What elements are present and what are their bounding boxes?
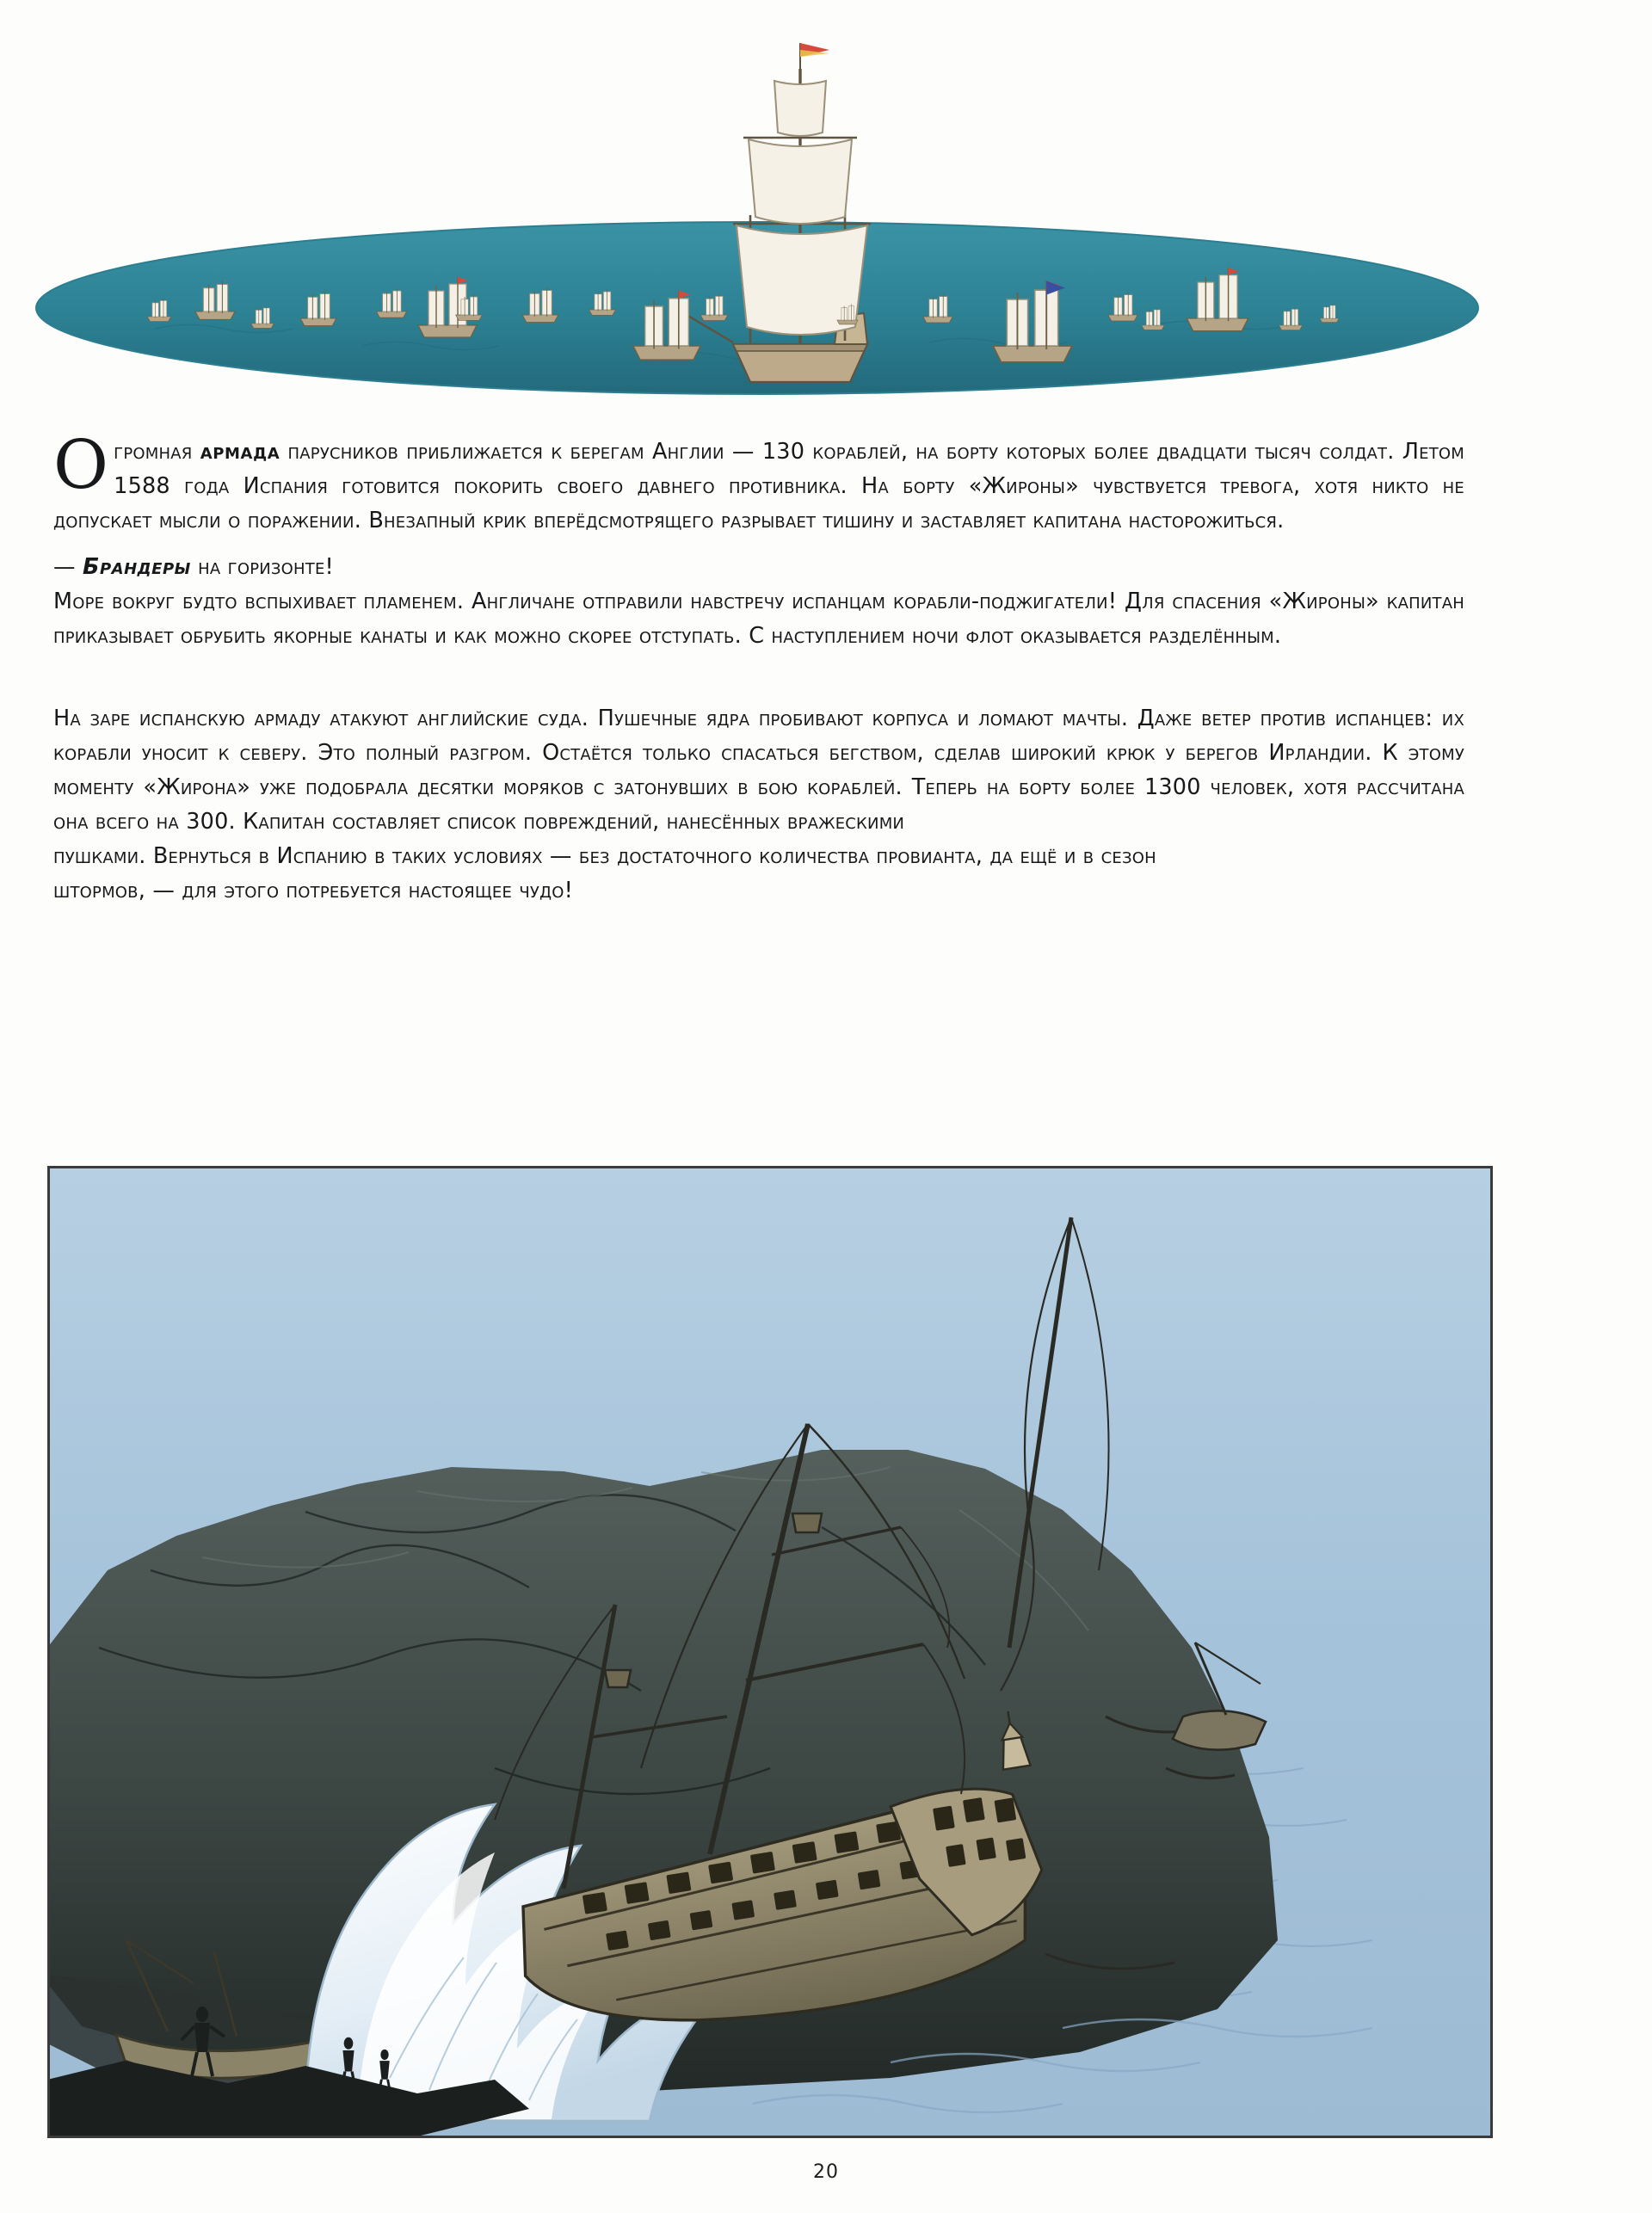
paragraph-fireships: Море вокруг будто вспыхивает пламенем. Англичане отправили навстречу испанцам корабли-поджигатели! Для спасения «Жироны» капитан приказывает обрубить якорные канаты и как можно скорее отступать. С наступлением ночи флот оказывается разделённым. — [53, 589, 1464, 649]
page-number: 20 — [813, 2161, 839, 2183]
paragraph-spacer — [53, 653, 1464, 701]
keyword-armada: армада — [200, 439, 280, 465]
paragraph-opening-part-2: парусников приближается к берегам Англии — 130 кораблей, на борту которых более двадцати тысяч солдат. Летом 1588 года Испания готовится покорить своего давнего противника. На борту «Жироны» чувствуется тревога, хотя никто не допускает мысли о поражении. Внезапный крик вперёдсмотрящего разрывает тишину и заставляет капитана насторожиться. — [53, 439, 1465, 533]
paragraph-opening-part-1: громная — [114, 439, 200, 465]
paragraph-miracle: пушками. Вернуться в Испанию в таких условиях — без достаточного количества провианта, да ещё и в сезон штормов, — для этого потребуется настоящее чудо! — [53, 843, 1156, 903]
spanish-armada-fleet-illustration — [0, 9, 1652, 413]
dialog-rest: на горизонте! — [190, 554, 334, 580]
paragraph-dialog-line — [53, 550, 1464, 584]
paragraph-battle: На заре испанскую армаду атакуют английские суда. Пушечные ядра пробивают корпуса и ломают мачты. Даже ветер против испанцев: их корабли уносит к северу. Это полный разгром. Остаётся только спасаться бегством, сделав широкий крюк у берегов Ирландии. К этому моменту «Жирона» уже подобрала десятки моряков с затонувших в бою кораблей. Теперь на борту более 1300 человек, хотя рассчитана она всего на 300. Капитан составляет список повреждений, нанесённых вражескими — [53, 706, 1464, 835]
paragraph-opening — [53, 427, 1465, 538]
article-text-column — [53, 427, 1465, 908]
keyword-branders: Брандеры — [83, 554, 191, 580]
dialog-dash: — — [53, 554, 83, 580]
drop-cap: О — [53, 427, 109, 504]
girona-shipwreck-storm-illustration — [47, 1166, 1493, 2138]
